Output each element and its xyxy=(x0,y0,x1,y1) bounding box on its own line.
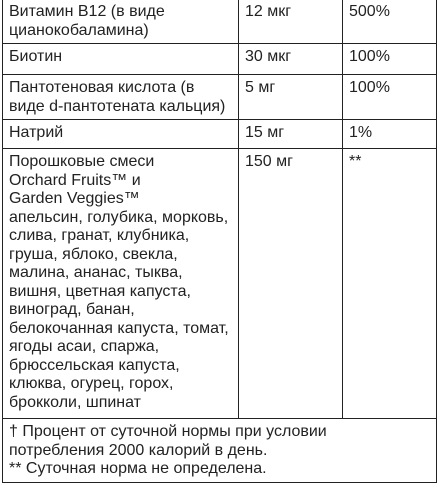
ingredient-name-line: Порошковые смеси xyxy=(9,153,155,170)
ingredient-name-line: брюссельская капуста, xyxy=(9,356,180,374)
footnote-line: ** Суточная норма не определена. xyxy=(9,460,267,477)
table-row xyxy=(3,75,437,120)
ingredient-name-line: апельсин, голубика, морковь, xyxy=(9,208,229,226)
ingredient-name-line: Orchard Fruits™ и xyxy=(9,171,141,189)
table-row xyxy=(3,44,437,75)
ingredient-amount: 15 мг xyxy=(239,120,343,149)
ingredient-name xyxy=(3,0,239,44)
ingredient-name xyxy=(3,149,239,419)
daily-value-percent: ** xyxy=(343,149,437,419)
ingredient-name xyxy=(3,75,239,120)
ingredient-name-line: цианокобаламина) xyxy=(9,21,149,39)
ingredient-name-line: Натрий xyxy=(9,124,64,141)
ingredient-amount: 150 мг xyxy=(239,149,343,419)
table-row xyxy=(3,149,437,419)
table-row xyxy=(3,0,437,44)
ingredient-name-line: виде d-пантотената кальция) xyxy=(9,97,226,115)
ingredient-amount: 30 мкг xyxy=(239,44,343,75)
supplement-facts-table xyxy=(2,0,437,483)
daily-value-percent: 500% xyxy=(343,0,437,44)
daily-value-percent: 100% xyxy=(343,75,437,120)
footnote-line: † Процент от суточной нормы при условии xyxy=(9,423,327,440)
ingredient-name-line: Пантотеновая кислота (в xyxy=(9,79,195,96)
ingredient-name-line: белокочанная капуста, томат, xyxy=(9,319,229,337)
daily-value-percent: 100% xyxy=(343,44,437,75)
ingredient-name-line: ягоды асаи, спаржа, xyxy=(9,338,160,355)
ingredient-name-line: малина, ананас, тыква, xyxy=(9,264,183,281)
ingredient-name-line: Витамин B12 (в виде xyxy=(9,3,165,20)
ingredient-name xyxy=(3,44,239,75)
ingredient-name-line: брокколи, шпинат xyxy=(9,393,141,411)
ingredient-amount: 5 мг xyxy=(239,75,343,120)
ingredient-amount: 12 мкг xyxy=(239,0,343,44)
ingredient-name-line: слива, гранат, клубника, xyxy=(9,227,190,244)
ingredient-name-line: Биотин xyxy=(9,48,63,65)
ingredient-name-line: груша, яблоко, свекла, xyxy=(9,245,178,263)
footnote-line: потребления 2000 калорий в день. xyxy=(9,441,268,459)
ingredient-name-line: виноград, банан, xyxy=(9,301,135,318)
footnote-cell xyxy=(3,419,437,483)
footnote-row xyxy=(3,419,437,483)
daily-value-percent: 1% xyxy=(343,120,437,149)
ingredient-name-line: вишня, цветная капуста, xyxy=(9,282,191,300)
table-row xyxy=(3,120,437,149)
ingredient-name xyxy=(3,120,239,149)
ingredient-name-line: Garden Veggies™ xyxy=(9,190,140,207)
ingredient-name-line: клюква, огурец, горох, xyxy=(9,375,174,392)
